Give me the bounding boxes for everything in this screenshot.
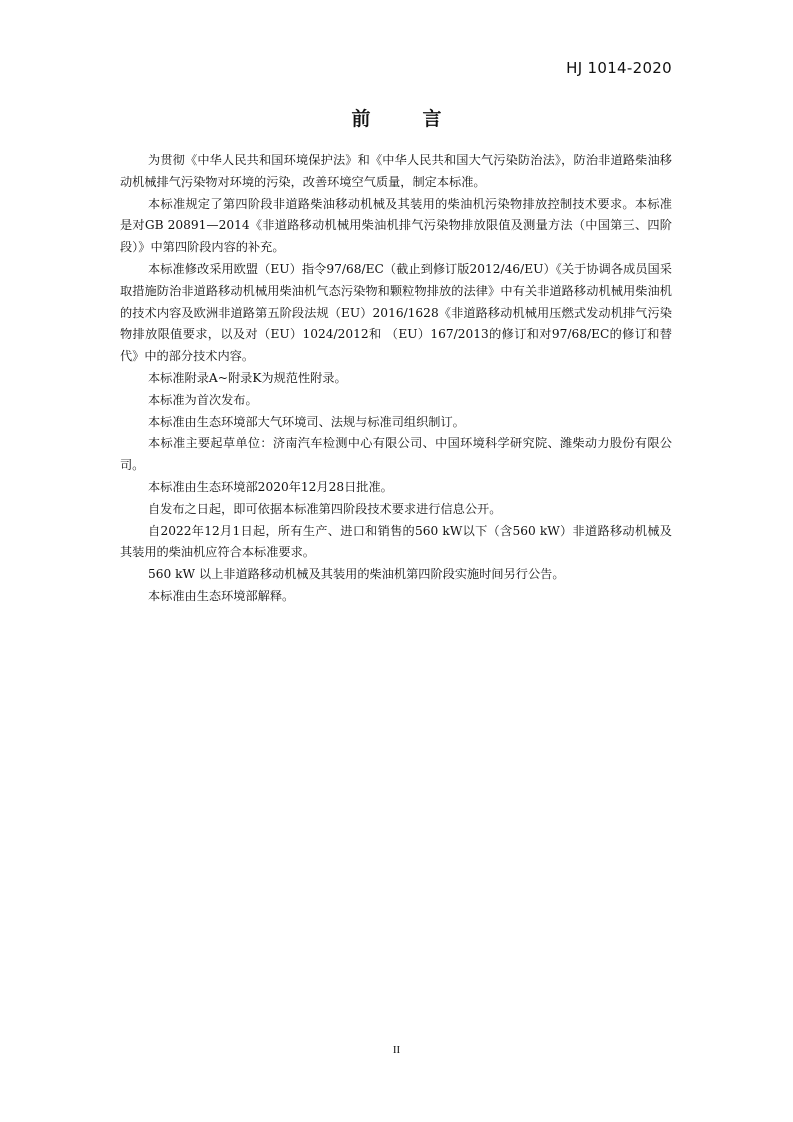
paragraph-large-engines: 560 kW 以上非道路移动机械及其装用的柴油机第四阶段实施时间另行公告。: [148, 567, 565, 582]
title-char-2: 言: [422, 108, 442, 130]
paragraph-purpose: 为贯彻《中华人民共和国环境保护法》和《中华人民共和国大气污染防治法》，防治非道路柴油移动机械排气污染物对环境的污染，改善环境空气质量，制定本标准。: [120, 153, 672, 189]
page-number: II: [392, 1044, 401, 1056]
paragraph-disclosure: 自发布之日起，即可依据本标准第四阶段技术要求进行信息公开。: [148, 501, 502, 516]
paragraph-effective-date: 自2022年12月1日起，所有生产、进口和销售的560 kW以下（含560 kW）非道路移动机械及其装用的柴油机应符合本标准要求。: [120, 523, 672, 560]
paragraph-appendices: 本标准附录A~附录K为规范性附录。: [148, 370, 347, 385]
paragraph-adoption: 本标准修改采用欧盟（EU）指令97/68/EC（截止到修订版2012/46/EU）《关于协调各成员国采取措施防治非道路移动机械用柴油机气态污染物和颗粒物排放的法律》中有关非道路移动机械用柴油机的技术内容及欧洲非道路第五阶段法规（EU）2016/1628《非道路移动机械用压燃式发动机排气污染物排放限值要求，以及对（EU）1024/2012和 （EU）167/2013的修订和对97/68/EC的修订和替代》中的部分技术内容。: [120, 261, 672, 364]
title-char-1: 前: [351, 108, 371, 130]
standard-code: HJ 1014-2020: [566, 59, 672, 77]
page-title: [0, 104, 793, 131]
paragraph-interpretation: 本标准由生态环境部解释。: [148, 588, 295, 603]
paragraph-scope: 本标准规定了第四阶段非道路柴油移动机械及其装用的柴油机污染物排放控制技术要求。本标准是对GB 20891—2014《非道路移动机械用柴油机排气污染物排放限值及测量方法（中国第三、四阶段）》中第四阶段内容的补充。: [120, 196, 672, 255]
paragraph-first-release: 本标准为首次发布。: [148, 392, 258, 407]
paragraph-drafting-units: 本标准主要起草单位：济南汽车检测中心有限公司、中国环境科学研究院、潍柴动力股份有限公司。: [120, 436, 672, 473]
paragraph-approval: 本标准由生态环境部2020年12月28日批准。: [148, 479, 393, 494]
paragraph-organizer: 本标准由生态环境部大气环境司、法规与标准司组织制订。: [148, 414, 465, 429]
preface-body: [120, 150, 672, 608]
